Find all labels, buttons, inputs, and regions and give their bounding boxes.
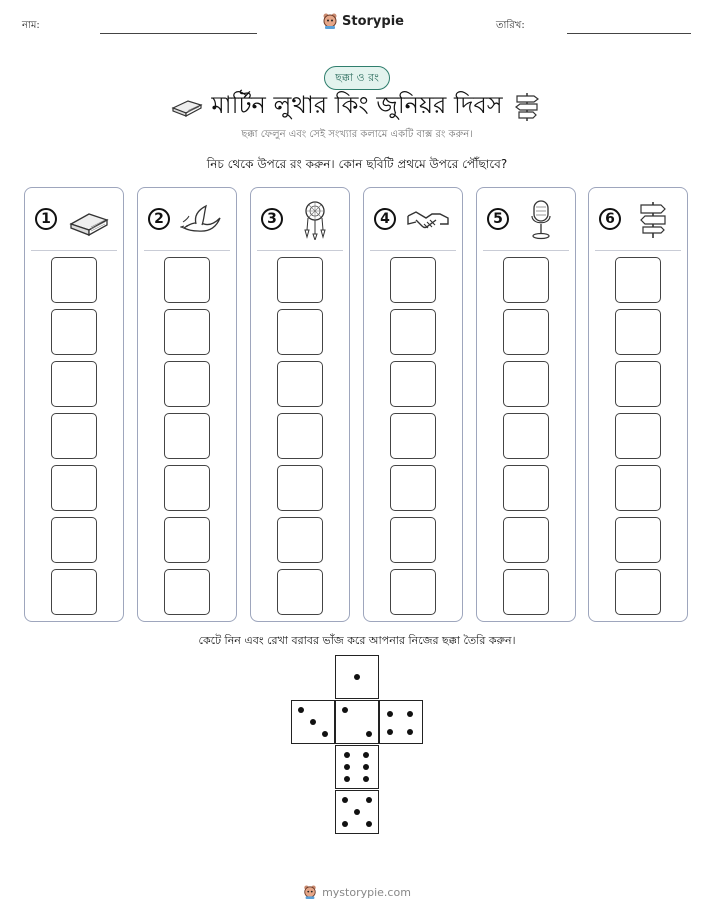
column-divider [144,250,230,251]
dove-icon [180,200,224,240]
instruction-text: নিচ থেকে উপরে রং করুন। কোন ছবিটি প্রথমে উপরে পৌঁছাবে? [206,157,508,171]
dice-face-3 [291,700,335,744]
color-box[interactable] [503,465,549,511]
name-label: নাম: [22,20,40,31]
color-box[interactable] [51,465,97,511]
column-1 [24,187,124,622]
color-box[interactable] [390,257,436,303]
color-box[interactable] [277,413,323,459]
signpost-icon [510,90,544,122]
pip [310,719,316,725]
pip [342,707,348,713]
color-box[interactable] [615,517,661,563]
color-box[interactable] [390,517,436,563]
color-box[interactable] [503,517,549,563]
color-box[interactable] [615,257,661,303]
pip [344,764,350,770]
color-box[interactable] [615,465,661,511]
dice-face-2 [335,700,379,744]
brand-logo [322,12,404,30]
column-number: 1 [35,208,57,230]
dice-face-1 [335,655,379,699]
color-box[interactable] [51,517,97,563]
pip [298,707,304,713]
signpost-icon [631,200,675,240]
dice-instruction: কেটে নিন এবং রেখা বরাবর ভাঁজ করে আপনার নিজের ছক্কা তৈরি করুন। [198,634,516,647]
footer [0,884,714,900]
page-title: মার্টিন লুথার কিং জুনিয়র দিবস [211,91,503,119]
column-number: 6 [599,208,621,230]
column-5 [476,187,576,622]
pip [344,776,350,782]
column-number: 4 [374,208,396,230]
column-divider [31,250,117,251]
microphone-icon [519,200,563,240]
column-3 [250,187,350,622]
book-icon [67,200,111,240]
page-subtitle: ছক্কা ফেলুন এবং সেই সংখ্যার কলামে একটি বাক্স রং করুন। [241,129,473,140]
color-box[interactable] [277,361,323,407]
pip [366,797,372,803]
color-box[interactable] [164,517,210,563]
color-box[interactable] [503,309,549,355]
pip [407,711,413,717]
dice-face-4 [379,700,423,744]
color-box[interactable] [503,413,549,459]
color-box[interactable] [390,465,436,511]
color-box[interactable] [51,569,97,615]
pip [366,821,372,827]
pip [354,809,360,815]
column-divider [483,250,569,251]
dice-face-6 [335,745,379,789]
color-box[interactable] [277,517,323,563]
color-box[interactable] [615,309,661,355]
date-label: তারিখ: [496,20,525,31]
color-box[interactable] [503,257,549,303]
pip [322,731,328,737]
pip [342,797,348,803]
color-box[interactable] [277,257,323,303]
color-box[interactable] [51,309,97,355]
column-number: 5 [487,208,509,230]
color-box[interactable] [51,361,97,407]
pip [366,731,372,737]
color-box[interactable] [164,569,210,615]
footer-url[interactable]: mystorypie.com [322,885,411,899]
color-box[interactable] [51,413,97,459]
color-box[interactable] [615,569,661,615]
dice-face-5 [335,790,379,834]
column-divider [595,250,681,251]
color-box[interactable] [164,257,210,303]
pip [344,752,350,758]
color-box[interactable] [277,569,323,615]
color-box[interactable] [615,361,661,407]
pip [363,776,369,782]
pip [387,711,393,717]
column-2 [137,187,237,622]
activity-badge: ছক্কা ও রং [324,66,390,90]
color-box[interactable] [390,309,436,355]
color-box[interactable] [390,413,436,459]
handshake-icon [406,200,450,240]
pip [354,674,360,680]
pip [342,821,348,827]
column-number: 3 [261,208,283,230]
color-box[interactable] [51,257,97,303]
color-box[interactable] [164,413,210,459]
color-box[interactable] [503,361,549,407]
column-4 [363,187,463,622]
color-box[interactable] [277,465,323,511]
color-box[interactable] [390,361,436,407]
brand-name: Storypie [342,13,404,29]
pip [387,729,393,735]
name-line[interactable] [100,33,257,34]
color-box[interactable] [503,569,549,615]
pip [363,752,369,758]
storypie-mascot-icon [322,12,338,30]
pip [407,729,413,735]
column-number: 2 [148,208,170,230]
dreamcatcher-icon [293,200,337,240]
color-box[interactable] [390,569,436,615]
color-box[interactable] [164,361,210,407]
column-divider [370,250,456,251]
column-divider [257,250,343,251]
color-box[interactable] [164,465,210,511]
pip [363,764,369,770]
color-box[interactable] [277,309,323,355]
storypie-mascot-icon [303,884,317,900]
color-box[interactable] [615,413,661,459]
date-line[interactable] [567,33,691,34]
column-6 [588,187,688,622]
color-box[interactable] [164,309,210,355]
